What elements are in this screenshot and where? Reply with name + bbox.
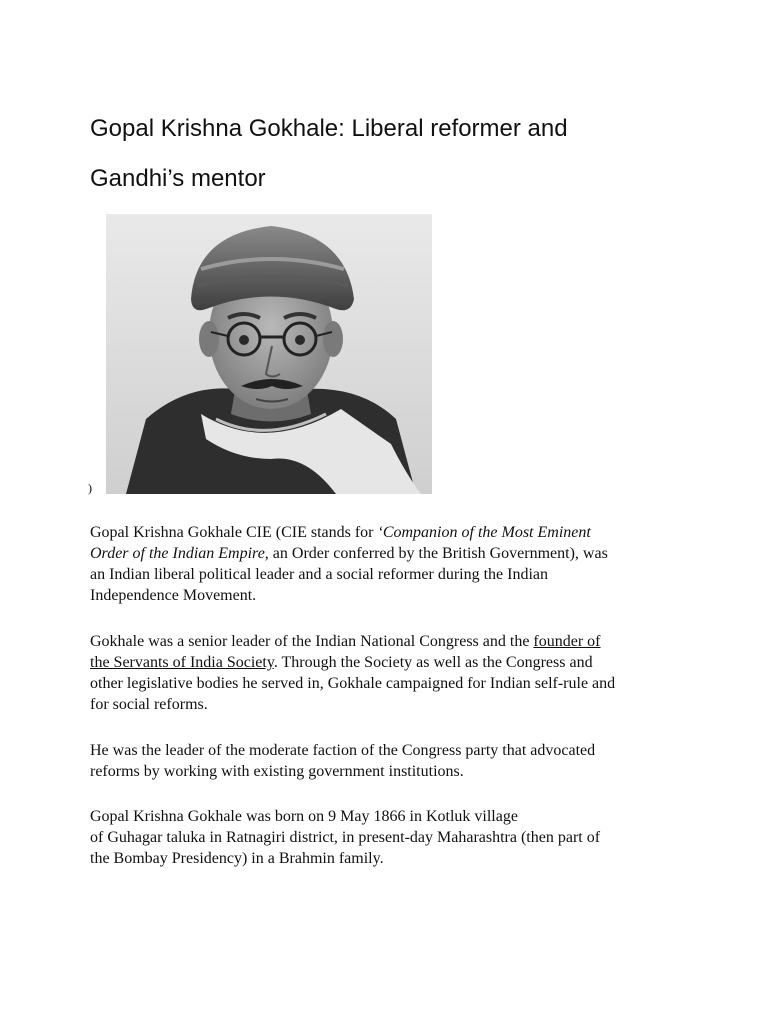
servants-society-link-part2[interactable]: the Servants of India Society [90,654,274,671]
title-line-1: Gopal Krishna Gokhale: Liberal reformer and [90,115,568,142]
p3-line1: He was the leader of the moderate faction of the Congress party that advocated [90,742,596,759]
paragraph-moderate [90,740,680,782]
title-line-2: Gandhi’s mentor [90,165,266,192]
p2-line1-text: Gokhale was a senior leader of the Indian National Congress and the [90,633,534,650]
p1-line2-text: , an Order conferred by the British Government), was [264,545,608,562]
p2-line4: for social reforms. [90,696,208,713]
p1-line4: Independence Movement. [90,587,257,604]
portrait-photo [106,214,432,494]
p1-line1-text: Gopal Krishna Gokhale CIE (CIE stands for [90,524,378,541]
p4-line1: Gopal Krishna Gokhale was born on 9 May 1866 in Kotluk village [90,808,518,825]
page-title [90,104,710,204]
p1-line1-italic: ‘Companion of the Most Eminent [377,524,591,541]
p3-line2: reforms by working with existing government institutions. [90,763,464,780]
p1-line2-italic: Order of the Indian Empire [90,545,265,562]
p2-line3: other legislative bodies he served in, Gokhale campaigned for Indian self-rule and [90,675,616,692]
p2-line2-text: . Through the Society as well as the Congress and [273,654,593,671]
p1-line3: an Indian liberal political leader and a social reformer during the Indian [90,566,549,583]
paragraph-congress [90,631,680,715]
p4-line2: of Guhagar taluka in Ratnagiri district, in present-day Maharashtra (then part of [90,829,601,846]
paragraph-intro [90,522,680,606]
paragraph-birth [90,806,680,869]
image-caption-mark: ) [88,481,92,495]
servants-society-link-part1[interactable]: founder of [533,633,601,650]
p4-line3: the Bombay Presidency) in a Brahmin family. [90,850,384,867]
